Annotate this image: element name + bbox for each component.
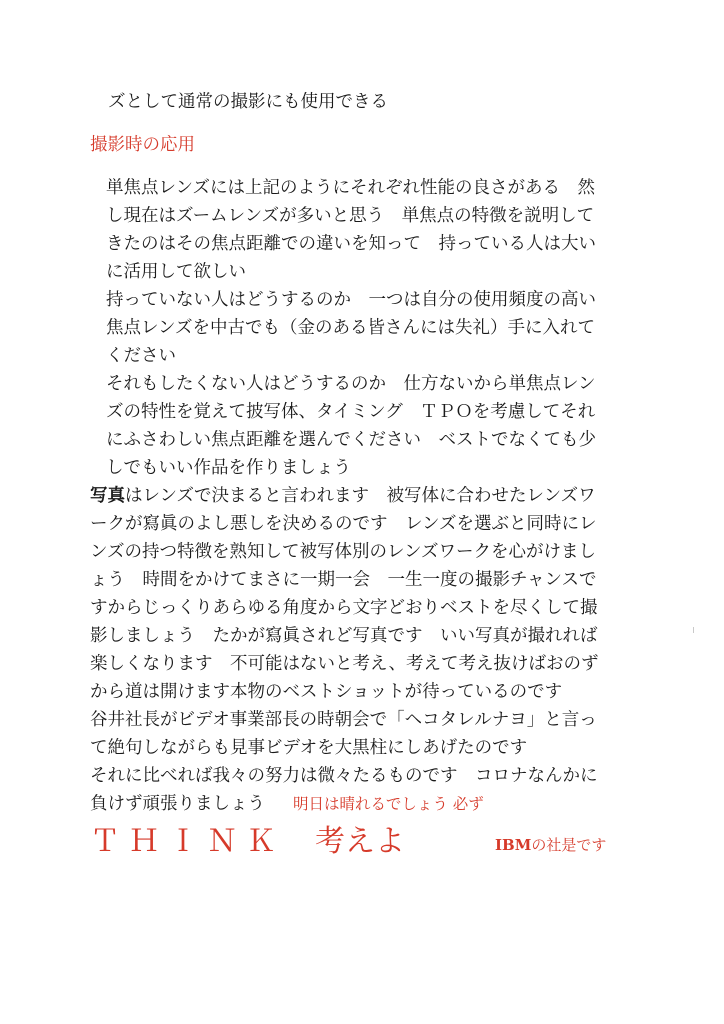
paragraph-line: に活用して欲しい (106, 262, 246, 282)
think-kanji: 考えよ (315, 824, 405, 859)
intro-line: ズとして通常の撮影にも使用できる (108, 92, 388, 112)
paragraph-line: 焦点レンズを中古でも（金のある皆さんには失礼）手に入れて (106, 318, 596, 338)
think-word: ＴＨＩＮＫ (90, 824, 285, 859)
paragraph-line: きたのはその焦点距離での違いを知って 持っている人は大い (106, 234, 596, 254)
paragraph-line: 影しましょう たかが寫眞されど写真です いい写真が撮れれば (90, 626, 598, 646)
last-line-black: 負けず頑張りましょう (90, 794, 265, 814)
paragraph-line: 持っていない人はどうするのか 一つは自分の使用頻度の高い (106, 290, 596, 310)
paragraph-line (90, 483, 596, 509)
section-title: 撮影時の応用 (90, 135, 195, 155)
paragraph-line (90, 791, 484, 817)
body-first-word: 写真 (90, 486, 125, 506)
last-line-red: 明日は晴れるでしょう 必ず (293, 795, 484, 813)
paragraph-line: すからじっくりあらゆる角度から文字どおりベストを尽くして撮 (90, 598, 598, 618)
scan-mark (693, 627, 694, 633)
paragraph-line: ンズの持つ特徴を熟知して被写体別のレンズワークを心がけまし (90, 542, 597, 562)
paragraph-line: ください (106, 346, 176, 366)
paragraph-line: し現在はズームレンズが多いと思う 単焦点の特徴を説明して (106, 206, 595, 226)
paragraph-line: しでもいい作品を作りましょう (106, 458, 351, 478)
think-slogan (90, 822, 405, 862)
paragraph-line: ークが寫眞のよし悪しを決めるのです レンズを選ぶと同時にレ (90, 514, 597, 534)
paragraph-line: ょう 時間をかけてまさに一期一会 一生一度の撮影チャンスで (90, 570, 597, 590)
ibm-rest: の社是です (531, 836, 607, 854)
paragraph-line: それもしたくない人はどうするのか 仕方ないから単焦点レン (106, 374, 596, 394)
paragraph-line: から道は開けます本物のベストショットが待っているのです (90, 682, 563, 702)
paragraph-line: 楽しくなります 不可能はないと考え、考えて考え抜けばおのず (90, 654, 599, 674)
body-first-rest: はレンズで決まると言われます 被写体に合わせたレンズワ (125, 486, 596, 506)
paragraph-line: 単焦点レンズには上記のようにそれぞれ性能の良さがある 然 (106, 178, 596, 198)
paragraph-line: それに比べれば我々の努力は微々たるものです コロナなんかに (90, 766, 598, 786)
ibm-motto-note (495, 834, 606, 856)
ibm-brand: IBM (495, 836, 532, 854)
paragraph-line: 谷井社長がビデオ事業部長の時朝会で「ヘコタレルナヨ」と言っ (90, 710, 597, 730)
paragraph-line: ズの特性を覚えて披写体、タイミング ＴＰＯを考慮してそれ (106, 402, 596, 422)
paragraph-line: て絶句しながらも見事ビデオを大黒柱にしあげたのです (90, 738, 528, 758)
paragraph-line: にふさわしい焦点距離を選んでください ベストでなくても少 (106, 430, 596, 450)
